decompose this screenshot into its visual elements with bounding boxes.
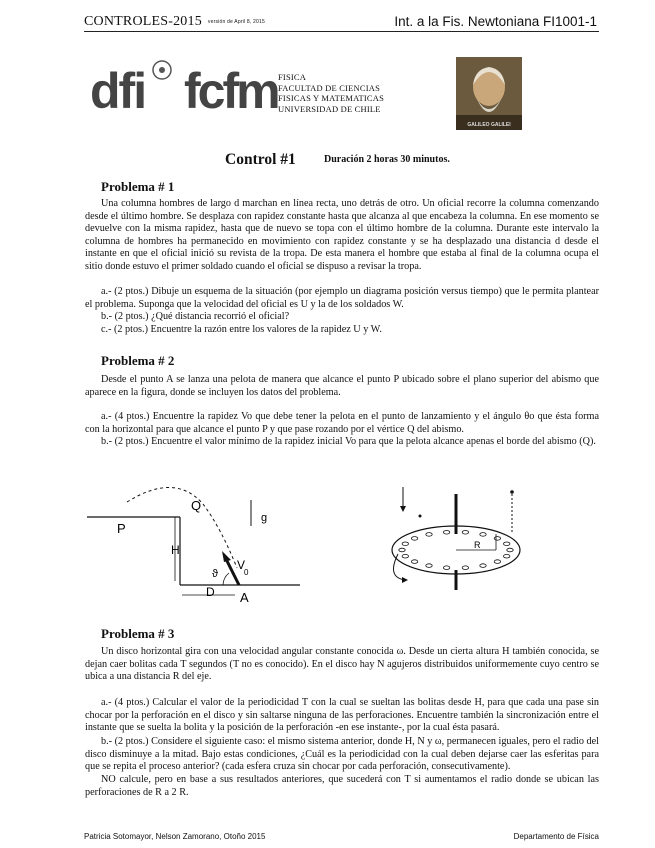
- problem-2-a: a.- (4 ptos.) Encuentre la rapidez Vo que debe tener la pelota en el punto de lanzamiento y el ángulo θo que ésta forma con la horizontal para que alcance el punto P y que pase rozando por el vértice Q del abismo.: [85, 411, 599, 435]
- angle-arc: [223, 573, 229, 585]
- label-theta: ϑ: [212, 568, 219, 580]
- label-D: D: [206, 585, 215, 599]
- version-label: versión de April 8, 2015: [207, 18, 265, 25]
- portrait-caption: GALILEO GALILEI: [467, 122, 511, 128]
- inst-line-1: FISICA: [278, 72, 307, 82]
- course-title: Int. a la Fis. Newtoniana FI1001-1: [394, 14, 597, 29]
- falling-ball: [419, 515, 422, 518]
- problem-1-b: b.- (2 ptos.) ¿Qué distancia recorrió el oficial?: [101, 311, 290, 322]
- trajectory: [127, 487, 237, 568]
- velocity-arrowhead: [222, 551, 231, 562]
- disk-hole: [507, 548, 513, 552]
- duration-label: Duración 2 horas 30 minutos.: [324, 154, 450, 165]
- label-R: R: [474, 540, 481, 550]
- problem-3-heading: Problema # 3: [101, 626, 175, 641]
- fcfm-logo: fcfm: [184, 63, 278, 119]
- dfi-logo: dfi: [90, 63, 146, 119]
- problem-1-c: c.- (2 ptos.) Encuentre la razón entre los valores de la rapidez U y W.: [101, 324, 382, 335]
- footer-authors: Patricia Sotomayor, Nelson Zamorano, Otoño 2015: [84, 832, 266, 841]
- disk-hole: [443, 566, 449, 570]
- problem-3-b: b.- (2 ptos.) Considere el siguiente caso: el mismo sistema anterior, donde H, N y ω, permanecen iguales, pero el radio del disco disminuye a la mitad. Bajo estas condiciones, ¿Cuál es la periodicidad con la cual deben dejarse caer las esferitas para que se repita el proceso anterior? (cada esfera cruza sin chocar por cada perforación, consecutivamente).: [85, 736, 599, 773]
- inst-line-2: FACULTAD DE CIENCIAS: [278, 82, 381, 93]
- falling-arrowhead: [400, 506, 406, 512]
- disk-hole: [462, 531, 468, 535]
- label-A: A: [240, 590, 249, 605]
- disk-hole: [411, 560, 417, 564]
- label-g: g: [261, 512, 268, 524]
- disk-hole: [411, 537, 417, 541]
- rotation-arrowhead: [402, 577, 408, 583]
- disk-hole: [494, 560, 500, 564]
- label-P: P: [117, 521, 126, 536]
- disk-hole: [494, 537, 500, 541]
- inst-line-3: FISICAS Y MATEMATICAS: [278, 93, 385, 103]
- problem-1-a: a.- (2 ptos.) Dibuje un esquema de la situación (por ejemplo un diagrama posición versus tiempo) que le permita plantear el problema. Suponga que la velocidad del oficial es U y la de los soldados W.: [85, 286, 599, 310]
- disk-hole: [443, 531, 449, 535]
- disk-figure: [370, 484, 530, 594]
- disk-hole: [504, 554, 510, 558]
- page-title: Control #1: [225, 151, 296, 168]
- problem-3-intro: Un disco horizontal gira con una velocidad angular constante conocida ω. Desde un cierta altura H también conocida, se dejan caer bolitas cada T segundos (T no es conocido). En el disco hay N agujeros distribuidos uniformemente cuyo centro se ubica a una distancia R del eje.: [85, 646, 599, 683]
- problem-2-intro: Desde el punto A se lanza una pelota de manera que alcance el punto P ubicado sobre el plano superior del abismo que aparece en la figura, donde se incluyen los datos del problema.: [85, 374, 599, 398]
- problem-3-c: NO calcule, pero en base a sus resultados anteriores, que sucederá con T si aumentamos el radio donde se ubican las perforaciones de R a 2 R.: [85, 774, 599, 798]
- disk-hole: [462, 566, 468, 570]
- disk-hole: [480, 533, 486, 537]
- problem-1-heading: Problema # 1: [101, 179, 175, 194]
- disk-hole: [504, 542, 510, 546]
- dot-top: [510, 490, 514, 494]
- dfi-logo-emblem: [150, 58, 174, 82]
- disk-hole: [426, 564, 432, 568]
- problem-2-heading: Problema # 2: [101, 353, 175, 368]
- galileo-portrait: [456, 57, 522, 130]
- institution-block: [278, 72, 384, 114]
- label-V-sub: 0: [244, 568, 249, 577]
- abyss-figure: [85, 480, 305, 605]
- disk-hole: [402, 542, 408, 546]
- problem-3-a: a.- (4 ptos.) Calcular el valor de la periodicidad T con la cual se sueltan las bolitas desde H, para que cada una pase sin chocar por la perforación en el disco y sin saltarse ninguna de las perforaciones. Encuentre también la sincronización entre el instante que se suelta la bolita y la posición de la perforación -en ese instante-, por la cual ésta pasará.: [85, 697, 599, 734]
- problem-2-b: b.- (2 ptos.) Encuentre el valor mínimo de la rapidez inicial Vo para que la pelota alcance apenas el borde del abismo (Q).: [101, 436, 596, 447]
- disk-hole: [480, 564, 486, 568]
- inst-line-4: UNIVERSIDAD DE CHILE: [278, 103, 381, 114]
- header-rule: [84, 31, 599, 32]
- label-V: V: [237, 558, 246, 572]
- course-label: CONTROLES-2015: [84, 14, 202, 29]
- disk-hole: [426, 533, 432, 537]
- disk-hole: [402, 554, 408, 558]
- label-H: H: [171, 543, 180, 557]
- problem-1-intro: Una columna hombres de largo d marchan en línea recta, uno detrás de otro. Un oficial recorre la columna comenzando desde el último hombre. Se desplaza con rapidez constante hasta que alcanza al que encabeza la columna. En ese momento se devuelve con la misma rapidez, hasta que de nuevo se topa con el último hombre de la columna. Durante este intervalo la columna de hombres ha permanecido en movimiento con rapidez constante y se ha desplazado una distancia d desde el instante en que el oficial inició su revista de la tropa. De esta manera el hombre que estaba al final de la columna ocupa el sitio donde estuvo el primer soldado cuando el oficial se dispuso a revisar la tropa.: [85, 198, 599, 272]
- header-left: [84, 14, 265, 30]
- footer-department: Departamento de Física: [513, 832, 599, 841]
- disk-hole: [399, 548, 405, 552]
- label-Q: Q: [191, 498, 202, 513]
